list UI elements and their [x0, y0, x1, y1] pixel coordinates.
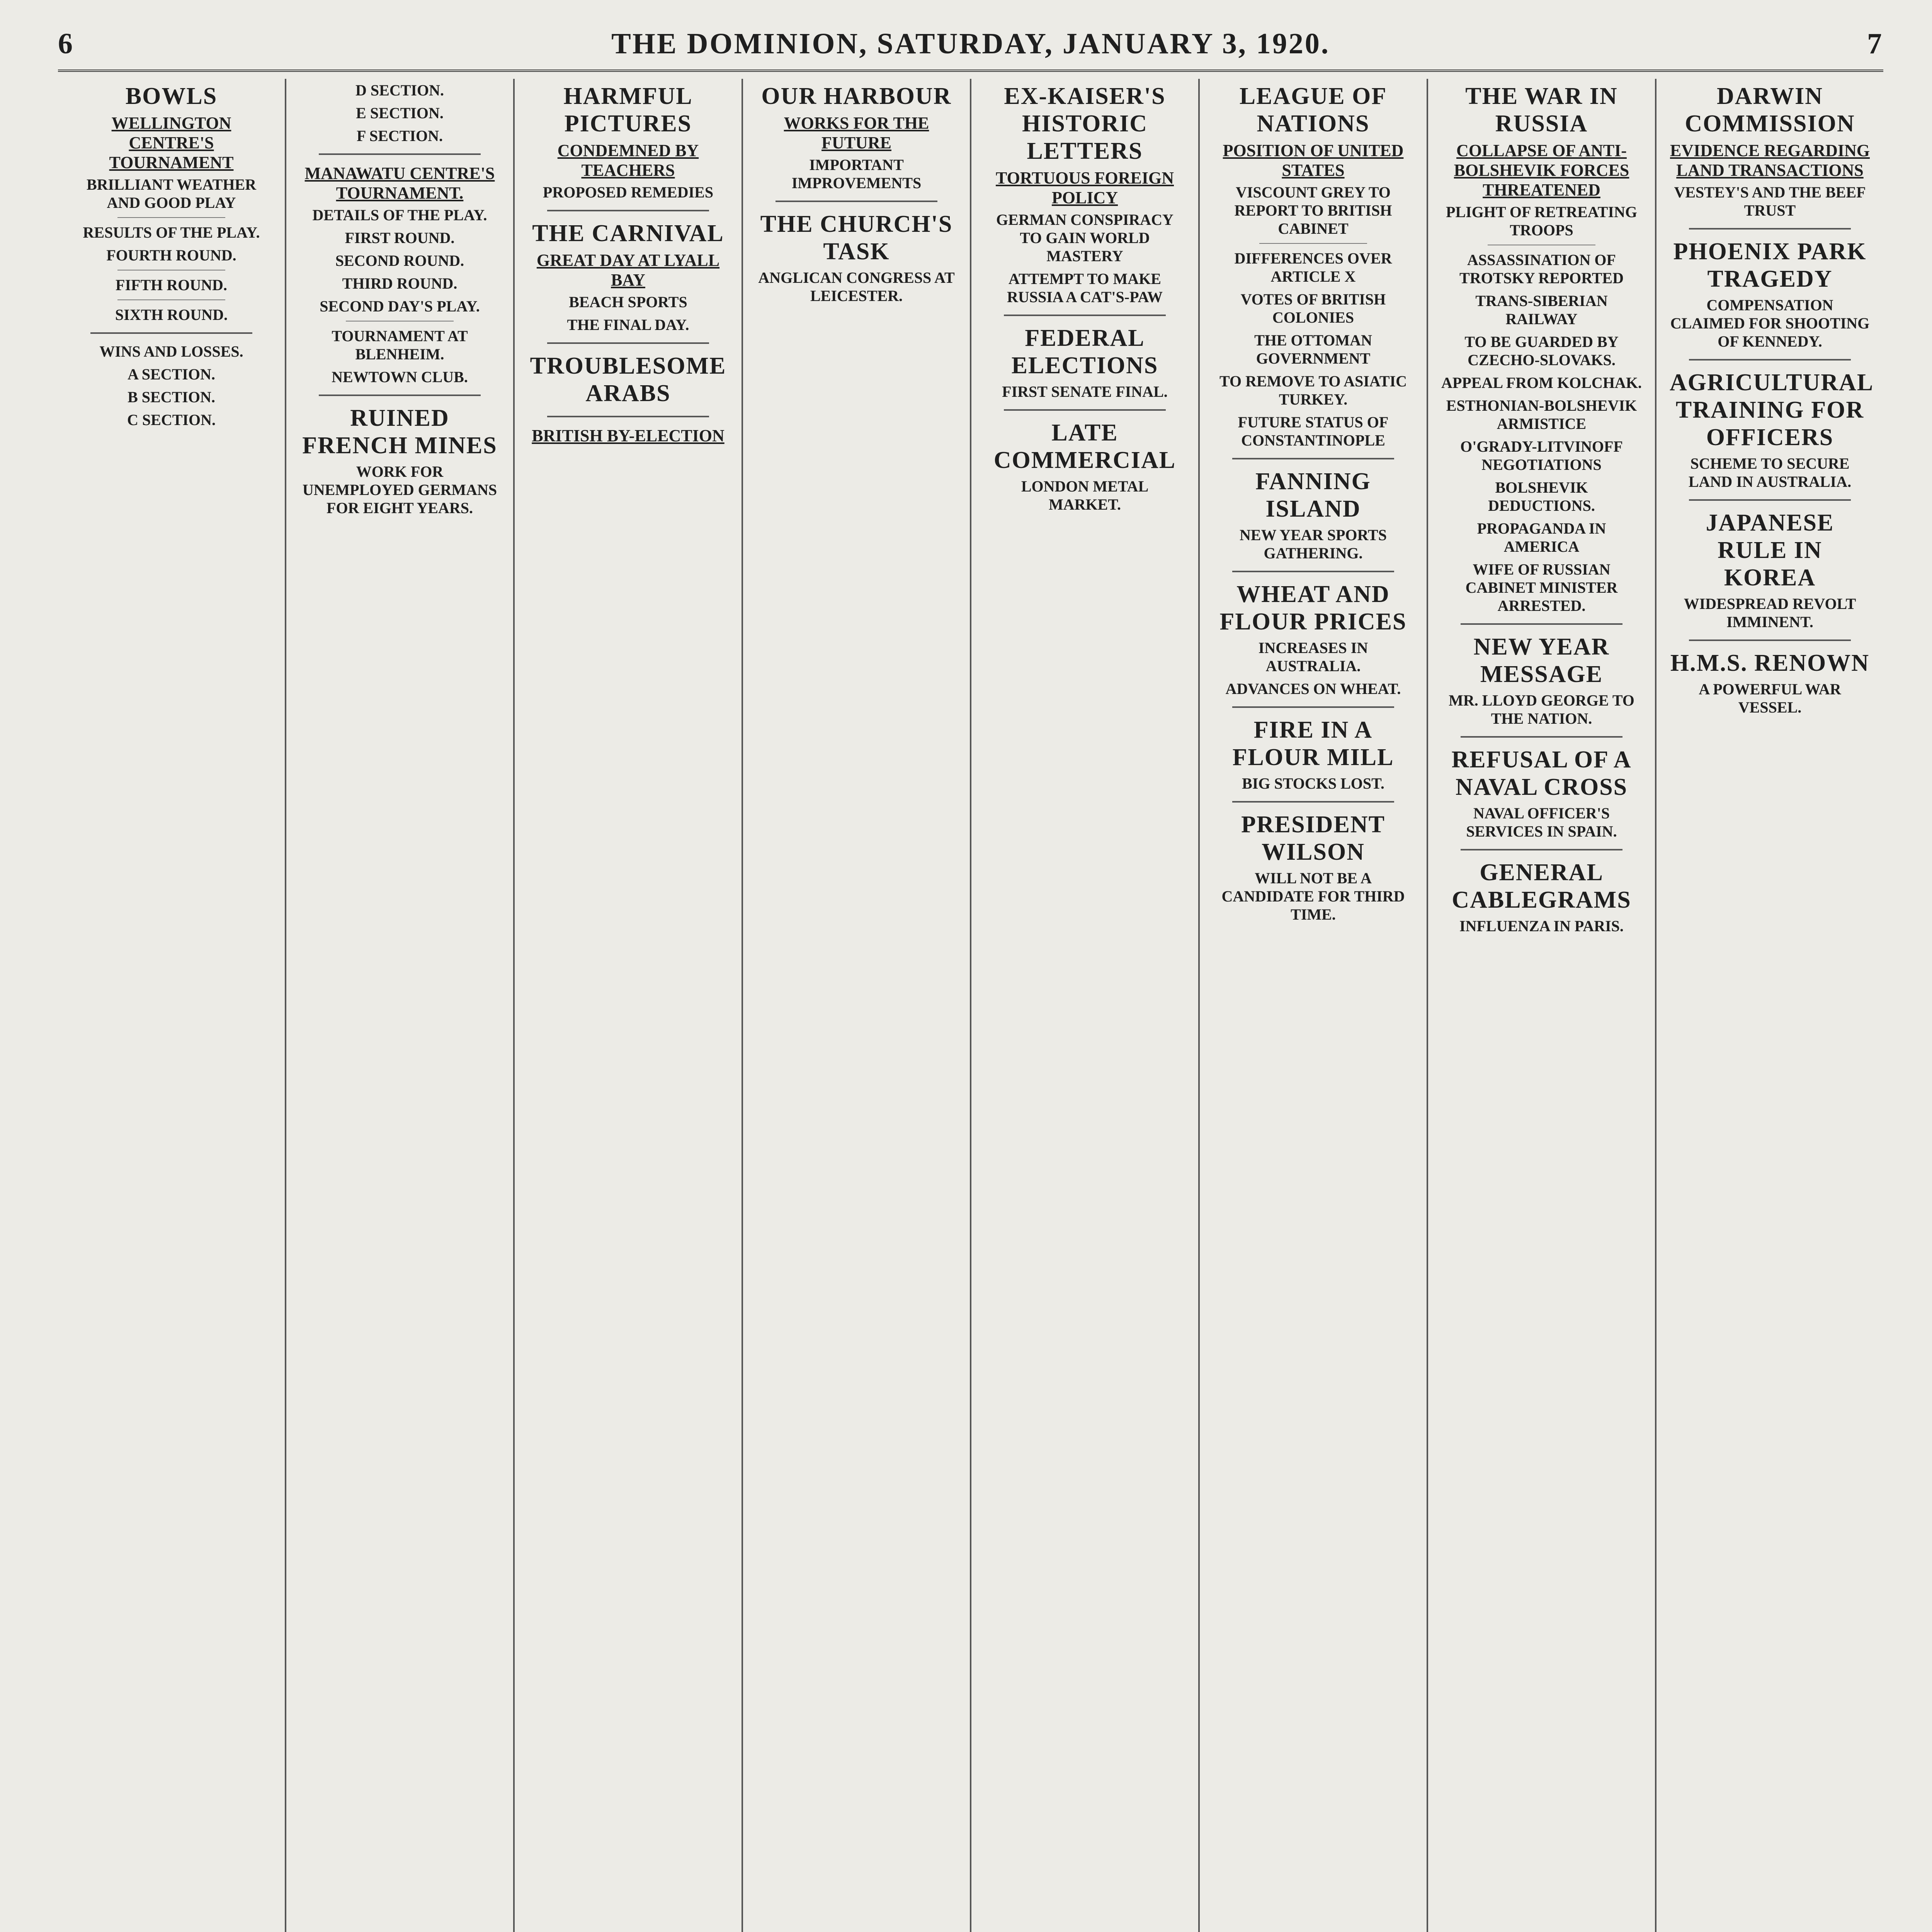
subheadline: DIFFERENCES OVER ARTICLE X [1234, 250, 1392, 285]
headline: JAPANESE RULE IN KOREA [1706, 510, 1834, 591]
headline: WHEAT AND FLOUR PRICES [1219, 581, 1407, 635]
headline: REFUSAL OF A NAVAL CROSS [1451, 747, 1632, 800]
subheadline: INFLUENZA IN PARIS. [1459, 917, 1624, 935]
subheadline: O'GRADY-LITVINOFF NEGOTIATIONS [1460, 438, 1623, 473]
subheadline: FUTURE STATUS OF CONSTANTINOPLE [1238, 413, 1389, 449]
divider [1461, 736, 1622, 738]
section-heading: C SECTION. [127, 411, 216, 429]
subheadline: ESTHONIAN-BOLSHEVIK ARMISTICE [1446, 397, 1637, 432]
headline: OUR HARBOUR [761, 83, 952, 109]
masthead [58, 27, 1883, 72]
headline: THE CARNIVAL [532, 220, 724, 247]
headline: DARWIN COMMISSION [1685, 83, 1855, 137]
wins-heading: WINS AND LOSSES. [99, 343, 243, 360]
divider [776, 201, 937, 202]
divider [1232, 571, 1394, 572]
subheadline: BOLSHEVIK DEDUCTIONS. [1488, 479, 1595, 514]
subheadline: COLLAPSE OF ANTI-BOLSHEVIK FORCES THREATENED [1454, 141, 1629, 199]
divider [1461, 623, 1622, 625]
column-harmful-pictures [515, 79, 743, 1932]
newspaper-title: THE DOMINION, SATURDAY, JANUARY 3, 1920. [611, 27, 1330, 60]
subheadline: NEWTOWN CLUB. [332, 368, 468, 386]
column-league-of-nations [1200, 79, 1428, 1932]
subheadline: WORKS FOR THE FUTURE [784, 114, 929, 152]
headline: PRESIDENT WILSON [1241, 811, 1385, 865]
headline: FIRE IN A FLOUR MILL [1232, 717, 1394, 770]
headline: BRITISH BY-ELECTION [532, 426, 724, 445]
divider [1461, 849, 1622, 850]
subheadline: WELLINGTON CENTRE'S TOURNAMENT [109, 114, 234, 172]
divider [1232, 801, 1394, 803]
divider [1232, 706, 1394, 708]
divider [1689, 228, 1851, 230]
subheadline-2: PROPOSED REMEDIES [543, 184, 714, 201]
round-heading: FOURTH ROUND. [106, 247, 236, 264]
headline: HARMFUL PICTURES [563, 83, 693, 137]
divider [117, 299, 225, 300]
headline: PHOENIX PARK TRAGEDY [1673, 238, 1867, 292]
divider [117, 217, 225, 218]
subheadline: GREAT DAY AT LYALL BAY [536, 251, 720, 289]
round-heading: FIRST ROUND. [345, 229, 455, 247]
subheadline: COMPENSATION CLAIMED FOR SHOOTING OF KENNEDY. [1670, 296, 1870, 350]
round-heading: SIXTH ROUND. [115, 306, 228, 323]
page-number-right: 7 [1867, 27, 1883, 60]
headline: MANAWATU CENTRE'S TOURNAMENT. [304, 164, 495, 202]
divider [319, 395, 481, 396]
subheadline-2: IMPORTANT IMPROVEMENTS [791, 156, 922, 192]
subheadline: SCHEME TO SECURE LAND IN AUSTRALIA. [1688, 455, 1852, 490]
subheadline: THE OTTOMAN GOVERNMENT [1254, 332, 1372, 367]
subheadline: FIRST SENATE FINAL. [1002, 383, 1168, 400]
divider [547, 416, 709, 417]
subheadline: EVIDENCE REGARDING LAND TRANSACTIONS [1670, 141, 1870, 180]
subheadline: PROPAGANDA IN AMERICA [1477, 520, 1606, 555]
subheadline: TORTUOUS FOREIGN POLICY [996, 168, 1174, 207]
columns [58, 79, 1883, 1932]
results-heading: RESULTS OF THE PLAY. [83, 224, 260, 241]
section-heading: D SECTION. [355, 82, 444, 99]
page-number-left: 6 [58, 27, 74, 60]
headline: EX-KAISER'S HISTORIC LETTERS [1004, 83, 1166, 164]
column-harbour [743, 79, 971, 1932]
column-kaiser-letters [971, 79, 1200, 1932]
divider [1259, 243, 1367, 244]
divider [90, 332, 252, 334]
headline: H.M.S. RENOWN [1670, 650, 1870, 676]
column-darwin-commission [1656, 79, 1883, 1932]
subheadline: THE FINAL DAY. [567, 316, 689, 333]
headline: FANNING ISLAND [1255, 468, 1371, 522]
subheadline: ADVANCES ON WHEAT. [1225, 680, 1401, 697]
round-heading: FIFTH ROUND. [116, 276, 227, 294]
headline: THE WAR IN RUSSIA [1465, 83, 1618, 137]
divider [1004, 409, 1166, 411]
divider [1004, 315, 1166, 316]
column-bowls-continued [286, 79, 515, 1932]
subheadline: ANGLICAN CONGRESS AT LEICESTER. [758, 269, 955, 304]
column-bowls [58, 79, 286, 1932]
section-heading: A SECTION. [128, 366, 215, 383]
subheadline-2: VESTEY'S AND THE BEEF TRUST [1674, 184, 1866, 219]
divider [319, 153, 481, 155]
subheadline: LONDON METAL MARKET. [1021, 478, 1149, 513]
headline: BOWLS [125, 83, 218, 109]
divider [547, 210, 709, 211]
subheadline: WILL NOT BE A CANDIDATE FOR THIRD TIME. [1221, 869, 1405, 923]
headline: GENERAL CABLEGRAMS [1452, 859, 1631, 913]
round-heading: SECOND ROUND. [335, 252, 464, 269]
divider [1689, 639, 1851, 641]
subheadline: NEW YEAR SPORTS GATHERING. [1240, 526, 1387, 562]
divider [547, 342, 709, 344]
subheadline-2: PLIGHT OF RETREATING TROOPS [1446, 203, 1637, 239]
column-war-in-russia [1428, 79, 1656, 1932]
subheadline: POSITION OF UNITED STATES [1223, 141, 1404, 180]
subheadline: BEACH SPORTS [569, 293, 687, 311]
subheadline: WIFE OF RUSSIAN CABINET MINISTER ARRESTED. [1465, 561, 1618, 614]
divider [1689, 359, 1851, 361]
subheadline: BIG STOCKS LOST. [1242, 775, 1384, 792]
headline: FEDERAL ELECTIONS [1011, 325, 1158, 379]
subheadline: APPEAL FROM KOLCHAK. [1441, 374, 1642, 391]
subheadline: MR. LLOYD GEORGE TO THE NATION. [1449, 692, 1634, 727]
round-heading: SECOND DAY'S PLAY. [320, 298, 480, 315]
subheadline: WIDESPREAD REVOLT IMMINENT. [1684, 595, 1856, 631]
section-heading: E SECTION. [356, 104, 444, 122]
headline: LEAGUE OF NATIONS [1239, 83, 1387, 137]
subheadline: TO BE GUARDED BY CZECHO-SLOVAKS. [1464, 333, 1619, 369]
headline: NEW YEAR MESSAGE [1473, 634, 1610, 687]
subheadline-2: GERMAN CONSPIRACY TO GAIN WORLD MASTERY [996, 211, 1173, 265]
subheadline-2: VISCOUNT GREY TO REPORT TO BRITISH CABINET [1234, 184, 1392, 237]
subheadline: TOURNAMENT AT BLENHEIM. [332, 327, 468, 363]
section-heading: F SECTION. [356, 127, 443, 145]
subheadline: CONDEMNED BY TEACHERS [557, 141, 699, 180]
round-heading: THIRD ROUND. [342, 275, 457, 292]
subheadline-2: BRILLIANT WEATHER AND GOOD PLAY [86, 176, 257, 211]
subheadline: A POWERFUL WAR VESSEL. [1699, 680, 1841, 716]
divider [1689, 499, 1851, 501]
subheadline: WORK FOR UNEMPLOYED GERMANS FOR EIGHT YEARS. [302, 463, 497, 517]
headline: AGRICULTURAL TRAINING FOR OFFICERS [1670, 369, 1874, 451]
subheadline: TO REMOVE TO ASIATIC TURKEY. [1219, 372, 1407, 408]
section-heading: B SECTION. [128, 388, 215, 406]
subheadline: ASSASSINATION OF TROTSKY REPORTED [1459, 251, 1624, 287]
headline: LATE COMMERCIAL [993, 420, 1176, 473]
headline: THE CHURCH'S TASK [760, 211, 953, 265]
headline: RUINED FRENCH MINES [302, 405, 497, 459]
subheadline: NAVAL OFFICER'S SERVICES IN SPAIN. [1466, 804, 1617, 840]
subheadline: VOTES OF BRITISH COLONIES [1240, 291, 1386, 326]
subheadline-3: ATTEMPT TO MAKE RUSSIA A CAT'S-PAW [1007, 270, 1163, 306]
subheadline: INCREASES IN AUSTRALIA. [1258, 639, 1368, 675]
divider [1232, 458, 1394, 459]
subheadline: TRANS-SIBERIAN RAILWAY [1475, 292, 1608, 328]
headline: TROUBLESOME ARABS [530, 353, 726, 406]
subheadline: DETAILS OF THE PLAY. [312, 206, 487, 224]
